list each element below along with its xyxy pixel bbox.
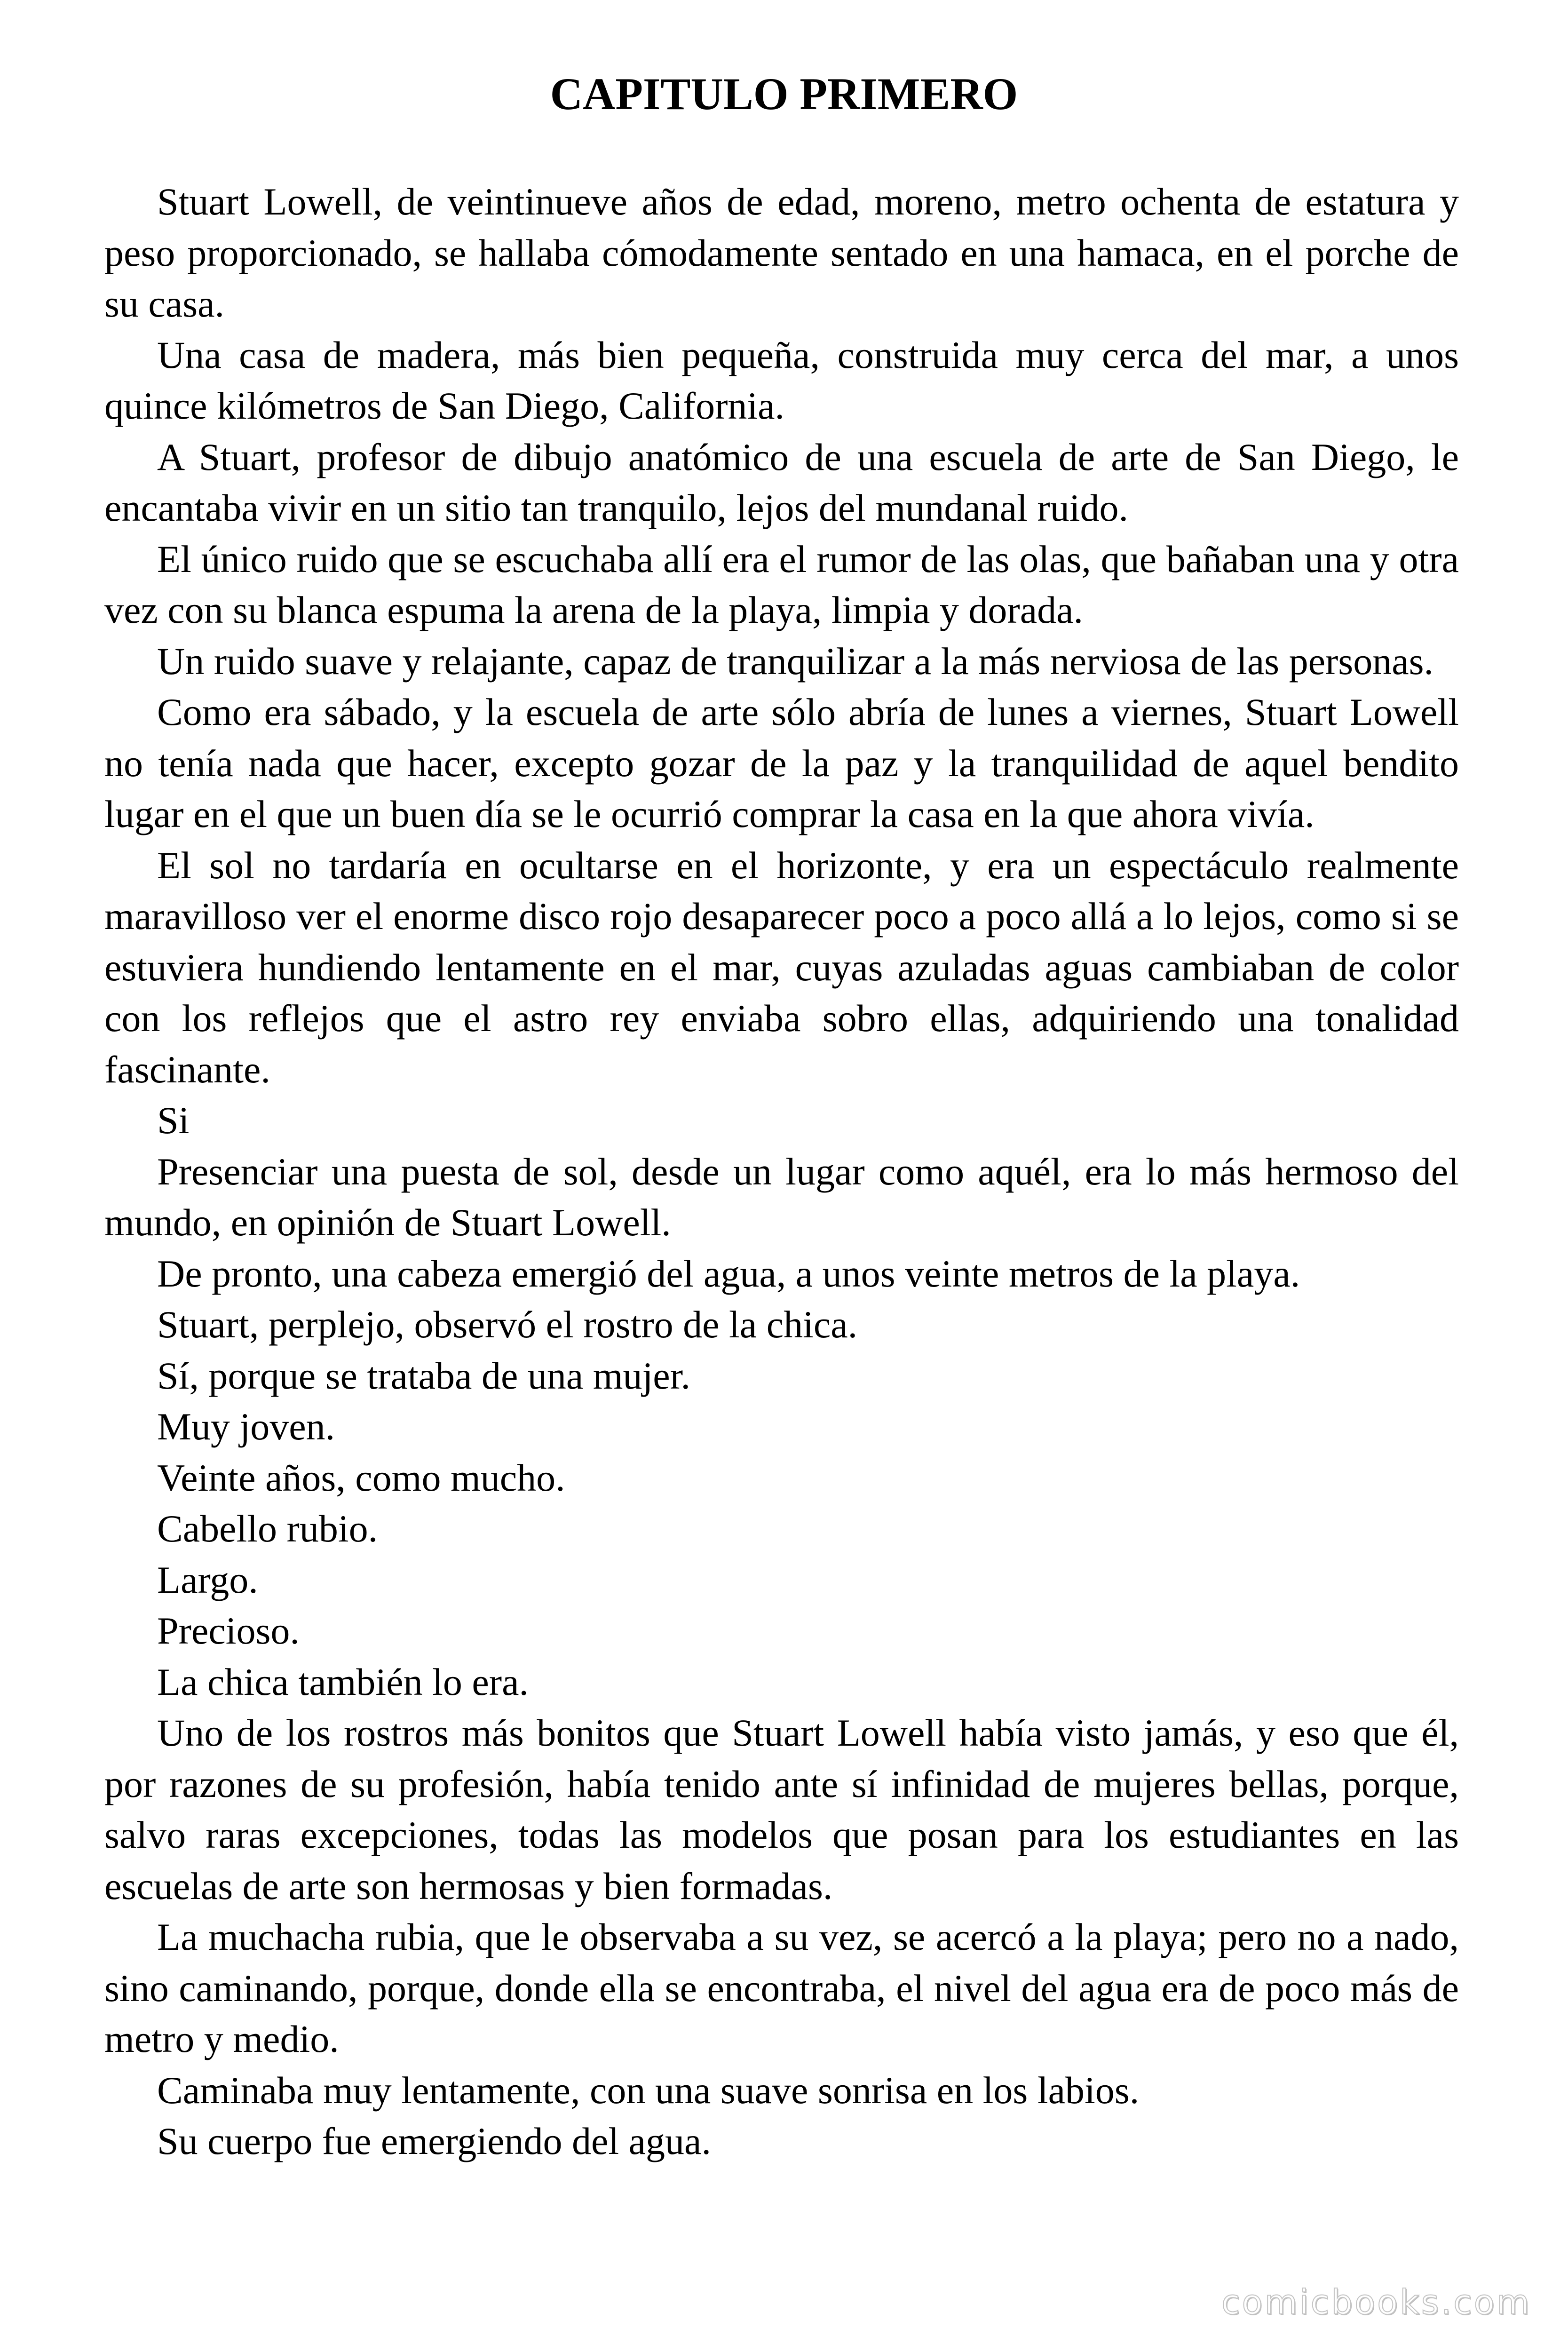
paragraph: Cabello rubio.: [157, 1507, 378, 1550]
paragraph: La muchacha rubia, que le observaba a su vez, se acercó a la playa; pero no a nado, sino caminando, porque, donde ella se encontraba, el nivel del agua era de poco más de metro y medio.: [104, 1915, 1459, 2060]
paragraph: Un ruido suave y relajante, capaz de tranquilizar a la más nerviosa de las personas.: [157, 639, 1434, 683]
paragraph: Stuart, perplejo, observó el rostro de la chica.: [157, 1303, 858, 1346]
paragraph: Largo.: [157, 1558, 258, 1601]
paragraph: Presenciar una puesta de sol, desde un lugar como aquél, era lo más hermoso del mundo, en opinión de Stuart Lowell.: [104, 1150, 1459, 1244]
chapter-body: [104, 176, 1459, 2167]
paragraph: Su cuerpo fue emergiendo del agua.: [157, 2120, 711, 2162]
watermark: comicbooks.com: [1221, 2282, 1531, 2322]
paragraph: Si: [157, 1099, 190, 1142]
paragraph: A Stuart, profesor de dibujo anatómico de una escuela de arte de San Diego, le encantaba vivir en un sitio tan tranquilo, lejos del mundanal ruido.: [104, 435, 1459, 529]
paragraph: Veinte años, como mucho.: [157, 1456, 565, 1499]
paragraph: Una casa de madera, más bien pequeña, construida muy cerca del mar, a unos quince kilómetros de San Diego, California.: [104, 333, 1459, 427]
paragraph: El sol no tardaría en ocultarse en el horizonte, y era un espectáculo realmente maravilloso ver el enorme disco rojo desaparecer poco a poco allá a lo lejos, como si se estuviera hundiendo lentamente en el mar, cuyas azuladas aguas cambiaban de color con los reflejos que el astro rey enviaba sobro ellas, adquiriendo una tonalidad fascinante.: [104, 843, 1459, 1091]
paragraph: De pronto, una cabeza emergió del agua, a unos veinte metros de la playa.: [157, 1252, 1300, 1295]
paragraph: Como era sábado, y la escuela de arte sólo abría de lunes a viernes, Stuart Lowell no tenía nada que hacer, excepto gozar de la paz y la tranquilidad de aquel bendito lugar en el que un buen día se le ocurrió comprar la casa en la que ahora vivía.: [104, 691, 1459, 835]
paragraph: La chica también lo era.: [157, 1660, 529, 1703]
paragraph: Sí, porque se trataba de una mujer.: [157, 1354, 690, 1397]
paragraph: El único ruido que se escuchaba allí era el rumor de las olas, que bañaban una y otra vez con su blanca espuma la arena de la playa, limpia y dorada.: [104, 537, 1459, 631]
chapter-title: CAPITULO PRIMERO: [550, 69, 1018, 119]
paragraph: Uno de los rostros más bonitos que Stuart Lowell había visto jamás, y eso que él, por razones de su profesión, había tenido ante sí infinidad de mujeres bellas, porque, salvo raras excepciones, todas las modelos que posan para los estudiantes en las escuelas de arte son hermosas y bien formadas.: [104, 1711, 1459, 1907]
paragraph: Precioso.: [157, 1609, 300, 1652]
paragraph: Caminaba muy lentamente, con una suave sonrisa en los labios.: [157, 2068, 1140, 2112]
paragraph: Stuart Lowell, de veintinueve años de edad, moreno, metro ochenta de estatura y peso proporcionado, se hallaba cómodamente sentado en una hamaca, en el porche de su casa.: [104, 180, 1459, 325]
paragraph: Muy joven.: [157, 1405, 335, 1448]
